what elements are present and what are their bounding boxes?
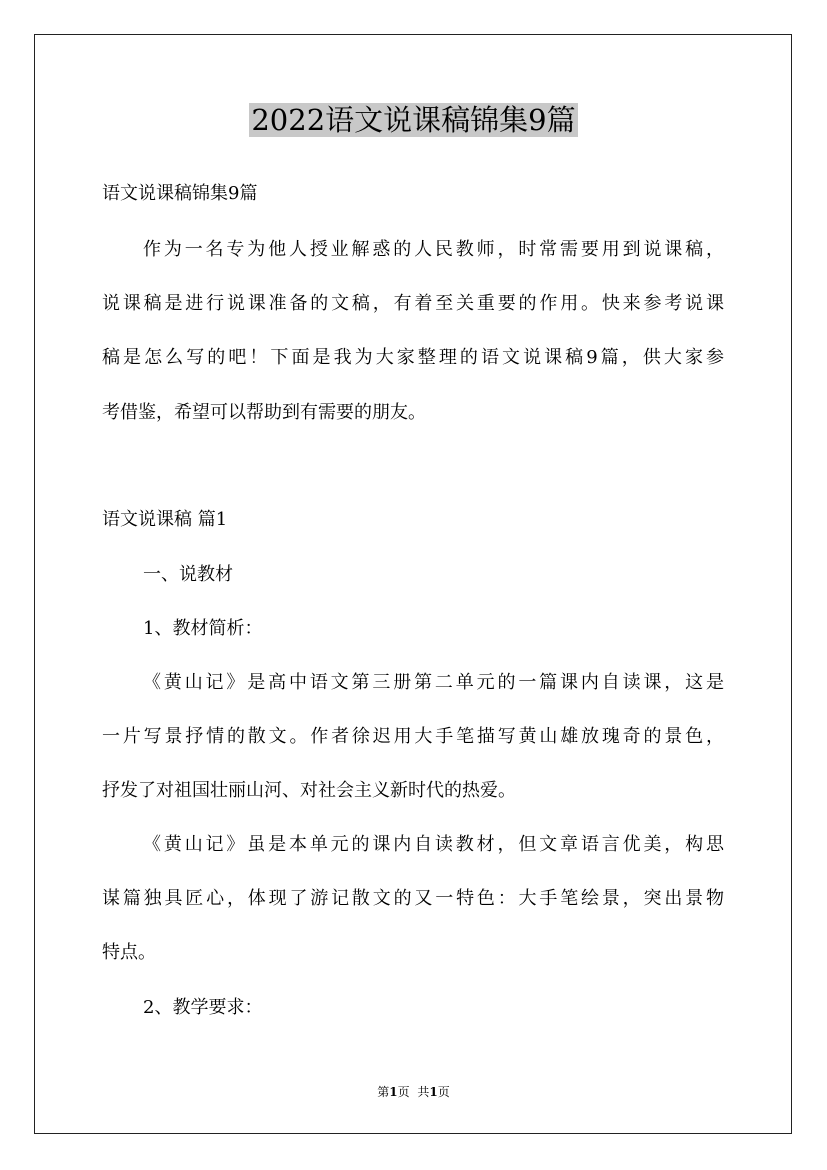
footer-page-number: 1	[389, 1085, 398, 1099]
heading-material-analysis: 1、教材简析：	[143, 618, 263, 639]
intro-line-4: 考借鉴，希望可以帮助到有需要的朋友。	[102, 402, 426, 423]
page-footer	[0, 1083, 827, 1101]
paragraph-2-line-2: 谋篇独具匠心，体现了游记散文的又一特色：大手笔绘景，突出景物	[102, 888, 724, 909]
paragraph-2-line-1: 《黄山记》虽是本单元的课内自读教材，但文章语言优美，构思	[143, 834, 724, 855]
intro-line-3: 稿是怎么写的吧！下面是我为大家整理的语文说课稿9篇，供大家参	[102, 347, 724, 368]
section-heading: 语文说课稿 篇1	[102, 509, 228, 530]
footer-total-suffix: 页	[437, 1085, 450, 1099]
footer-page-prefix: 第	[377, 1085, 390, 1099]
footer-total-prefix: 共	[417, 1085, 430, 1099]
intro-line-2: 说课稿是进行说课准备的文稿，有着至关重要的作用。快来参考说课	[102, 293, 724, 314]
document-title	[0, 98, 827, 142]
paragraph-1-line-3: 抒发了对祖国壮丽山河、对社会主义新时代的热爱。	[102, 780, 516, 801]
heading-teaching-material: 一、说教材	[143, 564, 233, 585]
footer-total-number: 1	[429, 1085, 438, 1099]
paragraph-1-line-1: 《黄山记》是高中语文第三册第二单元的一篇课内自读课，这是	[143, 672, 724, 693]
footer-page-suffix: 页	[397, 1085, 410, 1099]
document-title-text: 2022语文说课稿锦集9篇	[251, 103, 576, 137]
paragraph-2-line-3: 特点。	[102, 942, 156, 963]
document-subtitle: 语文说课稿锦集9篇	[102, 183, 258, 204]
intro-line-1: 作为一名专为他人授业解惑的人民教师，时常需要用到说课稿，	[143, 239, 724, 260]
paragraph-1-line-2: 一片写景抒情的散文。作者徐迟用大手笔描写黄山雄放瑰奇的景色，	[102, 726, 724, 747]
heading-teaching-requirements: 2、教学要求：	[143, 997, 263, 1018]
